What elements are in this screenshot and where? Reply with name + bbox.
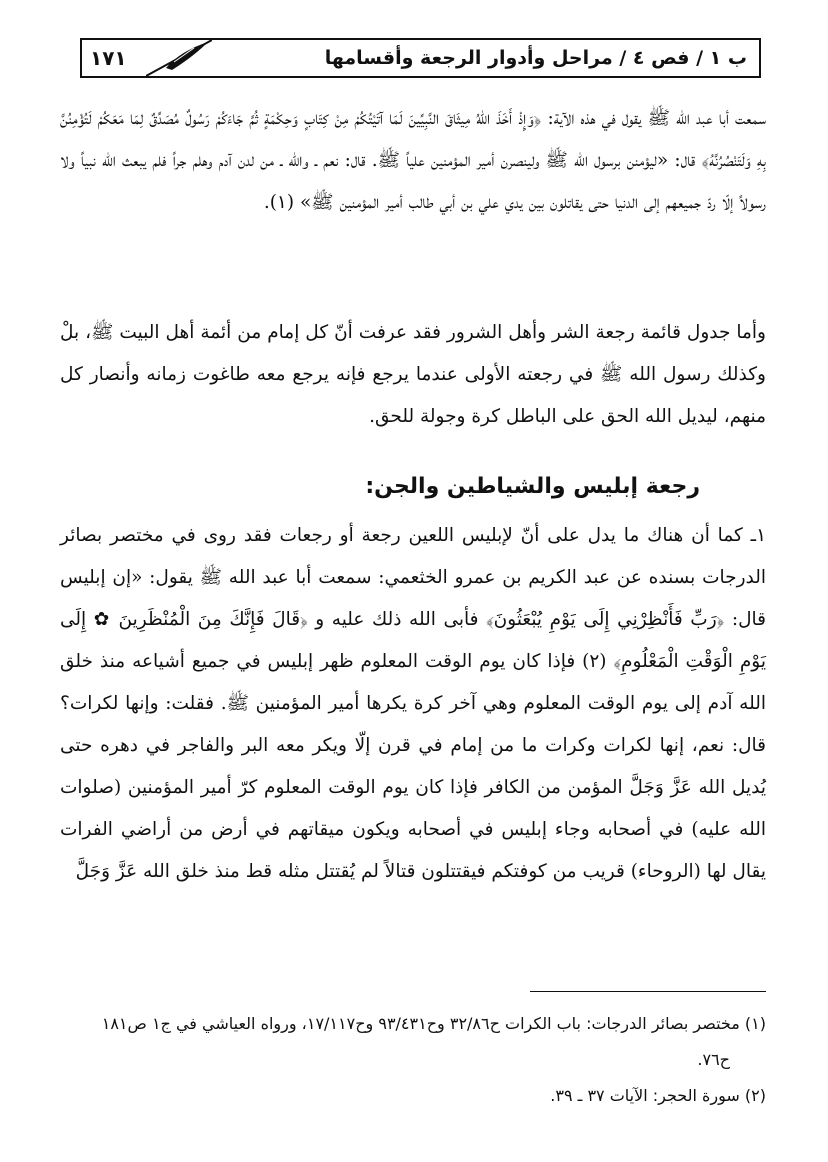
paragraph-3-text: ١ـ كما أن هناك ما يدل على أنّ لإبليس اللعين رجعة أو رجعات فقد روى في مختصر بصائر الدرجات بسنده عن عبد الكريم بن عمرو الخثعمي: سمعت أبا عبد الله ﷺ يقول: «إن إبليس قال: ﴿رَبِّ فَأَنْظِرْنِي إِلَى يَوْمِ يُبْعَثُونَ﴾ فأبى الله ذلك عليه و ﴿قَالَ فَإِنَّكَ مِنَ الْمُنْظَرِينَ ✿ إِلَى يَوْمِ الْوَقْتِ الْمَعْلُومِ﴾ (٢) فإذا كان يوم الوقت المعلوم ظهر إبليس في جميع أشياعه منذ خلق الله آدم إلى يوم الوقت المعلوم وهي آخر كرة يكرها أمير المؤمنين ﷺ. فقلت: وإنها لكرات؟ قال: نعم، إنها لكرات وكرات ما من إمام في قرن إلّا ويكر معه البر والفاجر في دهره حتى يُديل الله عَزَّ وَجَلَّ المؤمن من الكافر فإذا كان يوم الوقت المعلوم كرّ أمير المؤمنين (صلوات الله عليه) في أصحابه وجاء إبليس في أصحابه ويكون ميقاتهم في أرض من أراضي الفرات يقال لها (الروحاء) قريب من كوفتكم فيقتتلون قتالاً لم يُقتتل مثله قط منذ خلق الله عَزَّ وَجَلَّ [60,525,766,882]
paragraph-3 [60,515,766,893]
paragraph-1-text: سمعت أبا عبد الله ﷺ يقول في هذه الآية: ﴿وَإِذْ أَخَذَ اللهُ مِيثَاقَ النَّبِيِّينَ لَمَا آتَيْتُكُمْ مِنْ كِتَابٍ وَحِكْمَةٍ ثُمَّ جَاءَكُمْ رَسُولٌ مُصَدِّقٌ لِمَا مَعَكُمْ لَتُؤْمِنُنَّ بِهِ وَلَتَنْصُرُنَّهُ﴾ قال: «ليؤمنن برسول الله ﷺ ولينصرن أمير المؤمنين علياً ﷺ. قال: نعم ـ والله ـ من لدن آدم وهلم جراً فلم يبعث الله نبياً ولا رسولاً إلّا ردّ جميعهم إلى الدنيا حتى يقاتلون بين يدي علي بن أبي طالب أمير المؤمنين ﷺ» (١). [60,108,766,213]
page-header [80,38,761,78]
footnote-1-continuation: ح٧٦. [697,1050,730,1069]
footnote-divider [530,991,766,992]
footnotes [60,1006,766,1114]
paragraph-2-text: وأما جدول قائمة رجعة الشر وأهل الشرور فقد عرفت أنّ كل إمام من أئمة أهل البيت ﷺ، بلْ وكذلك رسول الله ﷺ في رجعته الأولى عندما يرجع فإنه يرجع معه طاغوت زمانه وأنصار كل منهم، ليديل الله الحق على الباطل كرة وجولة للحق. [60,322,766,427]
quill-ornament-icon [146,38,212,78]
footnote-2: (٢) سورة الحجر: الآيات ٣٧ ـ ٣٩. [550,1086,766,1105]
paragraph-2 [60,312,766,438]
section-heading: رجعة إبليس والشياطين والجن: [365,474,700,499]
page-number: ١٧١ [90,46,127,70]
paragraph-1 [60,98,766,224]
header-title: ب ١ / فص ٤ / مراحل وأدوار الرجعة وأقسامها [324,47,747,69]
footnote-1: (١) مختصر بصائر الدرجات: باب الكرات ح٣٢/٨٦ وح٩٣/٤٣١ وح١٧/١١٧، ورواه العياشي في ج١ ص١٨١ [101,1014,766,1033]
